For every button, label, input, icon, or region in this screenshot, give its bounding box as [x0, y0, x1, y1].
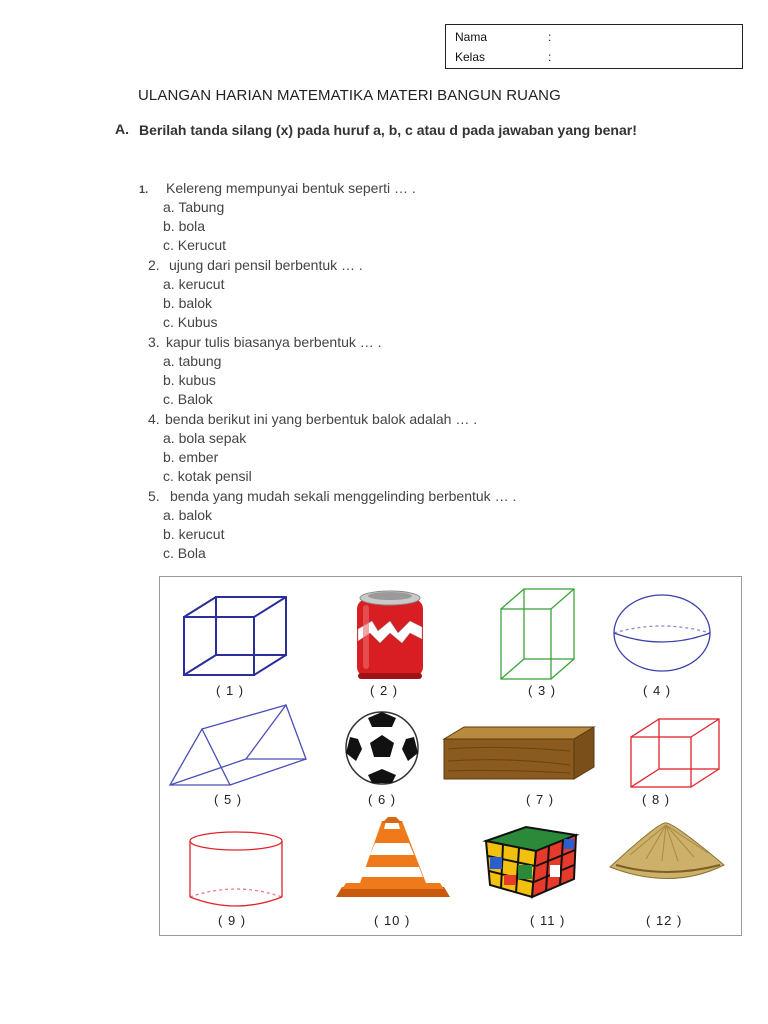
question-1-text: Kelereng mempunyai bentuk seperti … .: [166, 180, 416, 196]
figure-caption-10: ( 10 ): [374, 913, 411, 928]
question-4-option-c[interactable]: c. kotak pensil: [163, 468, 252, 484]
soda-can-icon: [357, 591, 423, 679]
name-label: Nama: [455, 30, 488, 44]
conical-hat-icon: [610, 823, 724, 879]
question-2-text: ujung dari pensil berbentuk … .: [169, 257, 363, 273]
figure-caption-12: ( 12 ): [646, 913, 683, 928]
section-letter: A.: [115, 121, 129, 137]
question-5-option-c[interactable]: c. Bola: [163, 545, 206, 561]
cube-wireframe-icon: [184, 597, 286, 675]
question-3-number: 3.: [148, 334, 160, 350]
question-2-option-b[interactable]: b. balok: [163, 295, 213, 311]
question-4-number: 4.: [148, 411, 160, 427]
figure-caption-2: ( 2 ): [370, 683, 399, 698]
question-2-option-a[interactable]: a. kerucut: [163, 276, 225, 292]
figure-drawings: [160, 577, 741, 935]
traffic-cone-icon: [336, 817, 450, 897]
question-1-option-a[interactable]: a. Tabung: [163, 199, 225, 215]
question-5-number: 5.: [148, 488, 160, 504]
question-2: [148, 257, 363, 273]
cube-wireframe-red-icon: [631, 719, 719, 787]
question-1: [139, 180, 416, 196]
figure-caption-8: ( 8 ): [642, 792, 671, 807]
question-3: [148, 334, 382, 350]
class-colon: :: [548, 50, 552, 64]
question-1-number: 1.: [139, 184, 149, 196]
cylinder-wireframe-icon: [190, 832, 282, 906]
figure-panel: [159, 576, 742, 936]
section-instruction: Berilah tanda silang (x) pada huruf a, b, c atau d pada jawaban yang benar!: [139, 122, 637, 138]
class-row: [455, 50, 552, 66]
figure-caption-1: ( 1 ): [216, 683, 245, 698]
question-4-option-b[interactable]: b. ember: [163, 449, 219, 465]
name-row: [455, 30, 552, 46]
question-1-option-c[interactable]: c. Kerucut: [163, 237, 227, 253]
name-colon: :: [548, 30, 552, 44]
question-5-option-b[interactable]: b. kerucut: [163, 526, 225, 542]
cuboid-wireframe-icon: [501, 589, 574, 679]
figure-caption-6: ( 6 ): [368, 792, 397, 807]
question-3-text: kapur tulis biasanya berbentuk … .: [166, 334, 382, 350]
question-1-option-b[interactable]: b. bola: [163, 218, 206, 234]
question-5-option-a[interactable]: a. balok: [163, 507, 213, 523]
rubiks-cube-icon: [486, 827, 576, 897]
question-4-text: benda berikut ini yang berbentuk balok adalah … .: [165, 411, 478, 427]
figure-caption-4: ( 4 ): [643, 683, 672, 698]
question-5-text: benda yang mudah sekali menggelinding berbentuk … .: [170, 488, 517, 504]
question-2-number: 2.: [148, 257, 160, 273]
page-title: ULANGAN HARIAN MATEMATIKA MATERI BANGUN RUANG: [138, 87, 561, 104]
figure-caption-9: ( 9 ): [218, 913, 247, 928]
figure-caption-7: ( 7 ): [526, 792, 555, 807]
question-3-option-a[interactable]: a. tabung: [163, 353, 222, 369]
figure-caption-11: ( 11 ): [530, 913, 566, 928]
class-label: Kelas: [455, 50, 486, 64]
question-3-option-b[interactable]: b. kubus: [163, 372, 216, 388]
identity-box: [445, 24, 743, 69]
question-2-option-c[interactable]: c. Kubus: [163, 314, 218, 330]
figure-caption-3: ( 3 ): [528, 683, 557, 698]
question-4: [148, 411, 477, 427]
figure-caption-5: ( 5 ): [214, 792, 243, 807]
soccer-ball-icon: [346, 712, 418, 784]
question-4-option-a[interactable]: a. bola sepak: [163, 430, 247, 446]
question-3-option-c[interactable]: c. Balok: [163, 391, 213, 407]
question-5: [148, 488, 516, 504]
sphere-wireframe-icon: [614, 595, 710, 671]
wooden-block-icon: [444, 727, 594, 779]
triangular-prism-wireframe-icon: [170, 705, 306, 785]
